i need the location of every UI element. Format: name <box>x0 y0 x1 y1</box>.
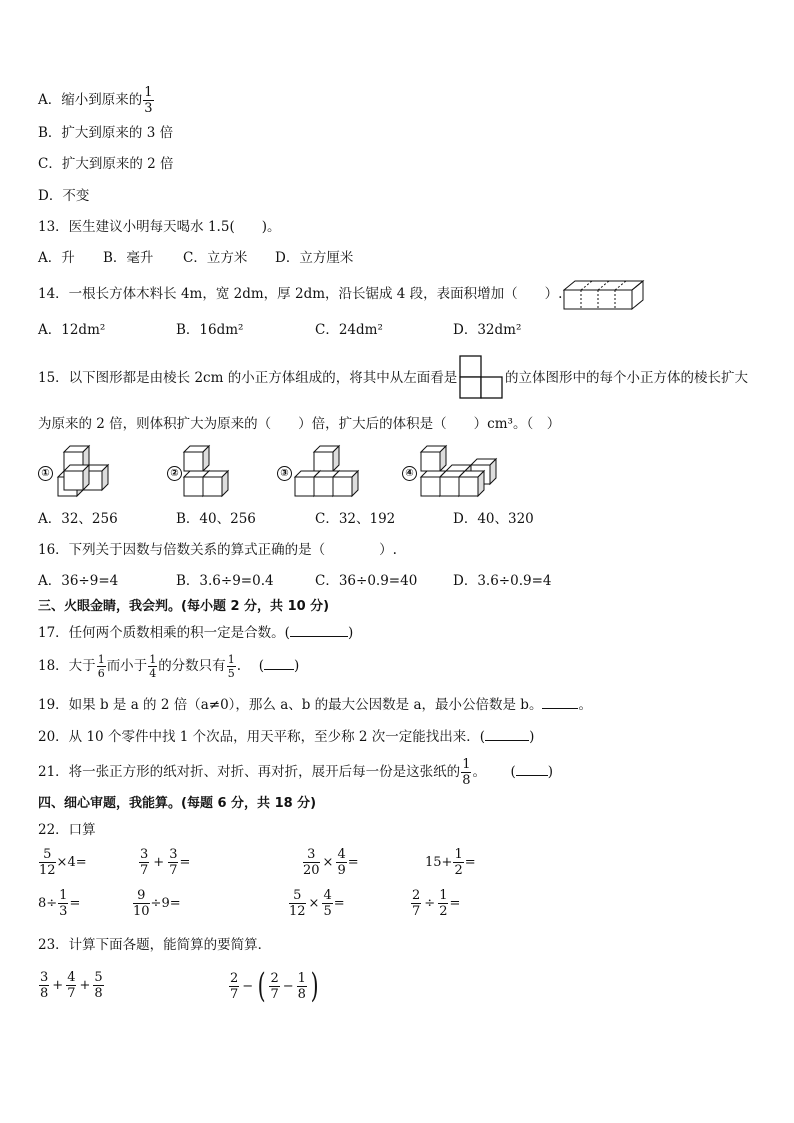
q22-item-1: $\frac{5}{12}$ ×4= <box>39 847 87 878</box>
q14-option-c: C．24dm² <box>315 322 383 338</box>
q16-option-b: B．3.6÷9=0.4 <box>176 573 274 589</box>
q13-option-b: B．毫升 <box>103 250 154 266</box>
left-paren-icon: ( <box>257 966 266 1006</box>
q13-stem: 13．医生建议小明每天喝水 1.5( )。 <box>38 219 281 235</box>
q16-option-d: D．3.6÷0.9=4 <box>453 573 552 589</box>
q22-title: 22．口算 <box>38 822 96 838</box>
q21: 21．将一张正方形的纸对折、对折、再对折，展开后每一份是这张纸的 $\frac{1}{8}$ 。 ( ) <box>38 757 554 788</box>
section-4-heading: 四、细心审题，我能算。(每题 6 分，共 18 分) <box>38 796 317 811</box>
right-paren-icon: ) <box>310 966 319 1006</box>
q22-item-5: 8÷ $\frac{1}{3}$ = <box>38 888 81 919</box>
q22-item-7: $\frac{5}{12}$ × $\frac{4}{5}$ = <box>289 888 345 919</box>
q14-option-d: D．32dm² <box>453 322 522 338</box>
q15-stem-a: 15．以下图形都是由棱长 2cm 的小正方体组成的，将其中从左面看是 <box>38 370 458 386</box>
q19: 19．如果 b 是 a 的 2 倍（a≠0），那么 a、b 的最大公因数是 a，最小公倍数是 b。 。 <box>38 697 592 713</box>
q15-figure-2 <box>182 444 238 498</box>
q15-figure-4 <box>419 444 503 498</box>
q16-option-a: A．36÷9=4 <box>38 573 119 589</box>
q15-figure-3 <box>293 444 363 498</box>
q12-option-a: A．缩小到原来的 $\frac{1}{3}$ <box>38 85 153 116</box>
q23-title: 23．计算下面各题，能简算的要简算． <box>38 937 272 953</box>
q20-answer-blank[interactable] <box>485 740 529 741</box>
q15-figure-label-1: ① <box>38 464 53 481</box>
q18: 18．大于 $\frac{1}{6}$ 而小于 $\frac{1}{4}$ 的分数只有 $\frac{1}{5}$ . ( ) <box>38 653 300 680</box>
q15-option-c: C．32、192 <box>315 511 396 527</box>
q22-item-2: $\frac{3}{7}$ + $\frac{3}{7}$ = <box>140 847 191 878</box>
q12-option-d: D．不变 <box>38 188 90 204</box>
q15-stem-c: 为原来的 2 倍，则体积扩大为原来的（ ）倍，扩大后的体积是（ ）cm³。（ ） <box>38 416 561 432</box>
q20: 20．从 10 个零件中找 1 个次品，用天平称，至少称 2 次一定能找出来．( ) <box>38 729 535 745</box>
q19-answer-blank[interactable] <box>542 708 578 709</box>
q17-answer-blank[interactable] <box>290 636 348 637</box>
q14-option-b: B．16dm² <box>176 322 244 338</box>
q14-stem: 14．一根长方体木料长 4m，宽 2dm，厚 2dm，沿长锯成 4 段，表面积增加（ ）. <box>38 286 563 302</box>
q17: 17．任何两个质数相乘的积一定是合数。( ) <box>38 625 354 641</box>
q22-item-4: 15+ $\frac{1}{2}$ = <box>425 847 476 878</box>
q22-item-6: $\frac{9}{10}$ ÷9= <box>133 888 181 919</box>
q15-figure-label-4: ④ <box>402 464 417 481</box>
q14-wood-figure <box>563 279 645 311</box>
q13-option-a: A．升 <box>38 250 75 266</box>
q15-option-d: D．40、320 <box>453 511 534 527</box>
q13-option-d: D．立方厘米 <box>275 250 354 266</box>
q22-item-8: $\frac{2}{7}$ ÷ $\frac{1}{2}$ = <box>412 888 461 919</box>
q13-option-c: C．立方米 <box>183 250 248 266</box>
q15-option-b: B．40、256 <box>176 511 256 527</box>
section-3-heading: 三、火眼金睛，我会判。(每小题 2 分，共 10 分) <box>38 599 330 614</box>
q15-stem-b: 的立体图形中的每个小正方体的棱长扩大 <box>505 370 748 386</box>
q23-expression-2: $\frac{2}{7}$ − ( $\frac{2}{7}$ − $\frac{1}{8}$ ) <box>230 966 319 1006</box>
q15-figure-label-3: ③ <box>277 464 292 481</box>
q23-expression-1: $\frac{3}{8}$ + $\frac{4}{7}$ + $\frac{5}{8}$ <box>40 970 103 1001</box>
q18-answer-blank[interactable] <box>264 669 294 670</box>
q16-stem: 16．下列关于因数与倍数关系的算式正确的是（ ）. <box>38 542 397 558</box>
q14-option-a: A．12dm² <box>38 322 106 338</box>
q15-figure-label-2: ② <box>167 464 182 481</box>
q12-option-b: B．扩大到原来的 3 倍 <box>38 125 174 141</box>
q15-figure-1 <box>56 444 114 498</box>
q22-item-3: $\frac{3}{20}$ × $\frac{4}{9}$ = <box>303 847 359 878</box>
q12-option-c: C．扩大到原来的 2 倍 <box>38 156 174 172</box>
q15-option-a: A．32、256 <box>38 511 118 527</box>
q21-answer-blank[interactable] <box>516 775 548 776</box>
q16-option-c: C．36÷0.9=40 <box>315 573 418 589</box>
q15-left-view-figure <box>459 355 503 400</box>
